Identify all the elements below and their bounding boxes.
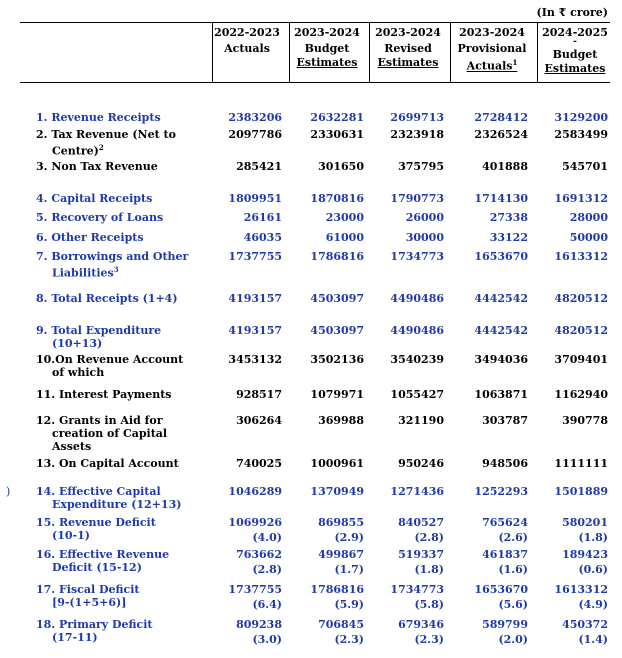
row-label: 12. Grants in Aid for creation of Capital Assets: [36, 414, 168, 453]
cell-value: 1613312: [554, 250, 608, 263]
header-top-rule: [20, 22, 610, 23]
cell-value: 369988: [318, 414, 364, 427]
cell-value: 1737755: [228, 583, 282, 596]
cell-value: 869855: [318, 516, 364, 529]
column-year: 2023-2024: [459, 26, 525, 39]
cell-value: 2699713: [390, 111, 444, 124]
row-label: 3. Non Tax Revenue: [36, 160, 158, 173]
cell-value: 26000: [405, 211, 444, 224]
cell-value: 1653670: [474, 250, 528, 263]
cell-value: 1055427: [390, 388, 444, 401]
cell-value: 375795: [398, 160, 444, 173]
cell-value: 840527: [398, 516, 444, 529]
cell-value: 461837: [482, 548, 528, 561]
cell-value: 30000: [405, 231, 444, 244]
cell-percent-gdp: (2.8): [414, 531, 444, 544]
cell-percent-gdp: (3.0): [252, 633, 282, 646]
row-label: 7. Borrowings and Other Liabilities$^3$: [36, 250, 189, 280]
cell-percent-gdp: (5.6): [498, 598, 528, 611]
cell-value: 1079971: [310, 388, 364, 401]
column-year: 2022-2023: [214, 26, 280, 39]
cell-value: 545701: [562, 160, 608, 173]
cell-value: 1613312: [554, 583, 608, 596]
cell-value: 1069926: [228, 516, 282, 529]
header-bottom-rule: [20, 82, 610, 83]
cell-value: 2583499: [554, 128, 608, 141]
cell-percent-gdp: (2.0): [498, 633, 528, 646]
column-header: [287, 26, 367, 70]
cell-value: 1786816: [310, 250, 364, 263]
cell-percent-gdp: (2.3): [414, 633, 444, 646]
row-label: 11. Interest Payments: [36, 388, 172, 401]
cell-percent-gdp: (6.4): [252, 598, 282, 611]
row-label: 4. Capital Receipts: [36, 192, 153, 205]
cell-value: 1063871: [474, 388, 528, 401]
cell-value: 1653670: [474, 583, 528, 596]
cell-percent-gdp: (2.8): [252, 563, 282, 576]
cell-value: 740025: [236, 457, 282, 470]
cell-value: 4193157: [228, 292, 282, 305]
column-year: 2024-2025: [542, 26, 608, 39]
cell-value: 3453132: [228, 353, 282, 366]
cell-value: 1501889: [554, 485, 608, 498]
cell-value: 706845: [318, 618, 364, 631]
cell-value: 390778: [562, 414, 608, 427]
cell-value: 1162940: [554, 388, 608, 401]
column-subtitle: Actuals: [224, 42, 270, 55]
cell-value: 27338: [489, 211, 528, 224]
cell-value: 1870816: [310, 192, 364, 205]
row-label: 10.On Revenue Account of which: [36, 353, 184, 379]
header-dash: -: [573, 37, 577, 47]
cell-value: 589799: [482, 618, 528, 631]
cell-value: 50000: [569, 231, 608, 244]
cell-value: 1046289: [228, 485, 282, 498]
cell-value: 809238: [236, 618, 282, 631]
cell-percent-gdp: (1.8): [414, 563, 444, 576]
cell-value: 321190: [398, 414, 444, 427]
cell-value: 1370949: [310, 485, 364, 498]
row-label: 13. On Capital Account: [36, 457, 179, 470]
column-year: 2023-2024: [294, 26, 360, 39]
column-header: [368, 26, 448, 70]
column-header: [452, 26, 532, 74]
column-subtitle: Revised Estimates: [377, 42, 439, 69]
column-subtitle: Budget Estimates: [544, 48, 606, 75]
cell-value: 306264: [236, 414, 282, 427]
cell-value: 3709401: [554, 353, 608, 366]
cell-value: 2326524: [474, 128, 528, 141]
cell-value: 1000961: [310, 457, 364, 470]
cell-value: 2097786: [228, 128, 282, 141]
cell-value: 4442542: [474, 292, 528, 305]
cell-value: 301650: [318, 160, 364, 173]
cell-value: 28000: [569, 211, 608, 224]
cell-percent-gdp: (0.6): [578, 563, 608, 576]
cell-value: 519337: [398, 548, 444, 561]
cell-value: 4490486: [390, 292, 444, 305]
cell-value: 4503097: [310, 292, 364, 305]
row-label: 14. Effective Capital Expenditure (12+13): [36, 485, 182, 511]
cell-value: 1714130: [474, 192, 528, 205]
row-label: 6. Other Receipts: [36, 231, 144, 244]
cell-value: 23000: [325, 211, 364, 224]
cell-value: 61000: [325, 231, 364, 244]
row-label: 1. Revenue Receipts: [36, 111, 161, 124]
cell-value: 4503097: [310, 324, 364, 337]
cell-value: 2383206: [228, 111, 282, 124]
cell-value: 1790773: [390, 192, 444, 205]
row-label: 16. Effective Revenue Deficit (15-12): [36, 548, 170, 574]
cell-value: 26161: [243, 211, 282, 224]
cell-value: 46035: [243, 231, 282, 244]
cell-percent-gdp: (1.6): [498, 563, 528, 576]
row-label: 5. Recovery of Loans: [36, 211, 164, 224]
cell-value: 580201: [562, 516, 608, 529]
cell-value: 928517: [236, 388, 282, 401]
cell-value: 33122: [489, 231, 528, 244]
row-label: 9. Total Expenditure (10+13): [36, 324, 162, 350]
margin-bullet-mark: ): [6, 485, 11, 498]
cell-value: 1734773: [390, 583, 444, 596]
column-subtitle: Budget Estimates: [296, 42, 358, 69]
cell-value: 1734773: [390, 250, 444, 263]
cell-value: 763662: [236, 548, 282, 561]
cell-percent-gdp: (4.9): [578, 598, 608, 611]
column-header: [207, 26, 287, 56]
cell-value: 499867: [318, 548, 364, 561]
cell-value: 2330631: [310, 128, 364, 141]
cell-value: 1252293: [474, 485, 528, 498]
cell-value: 1111111: [554, 457, 608, 470]
cell-value: 4193157: [228, 324, 282, 337]
cell-value: 401888: [482, 160, 528, 173]
column-header: [535, 26, 615, 76]
cell-percent-gdp: (4.0): [252, 531, 282, 544]
cell-value: 450372: [562, 618, 608, 631]
row-label: 15. Revenue Deficit (10-1): [36, 516, 156, 542]
cell-value: 303787: [482, 414, 528, 427]
header-column-separator: [450, 22, 451, 83]
cell-value: 4820512: [554, 292, 608, 305]
cell-value: 1737755: [228, 250, 282, 263]
row-label: 2. Tax Revenue (Net to Centre)$^2$: [36, 128, 176, 158]
cell-value: 1691312: [554, 192, 608, 205]
cell-value: 4490486: [390, 324, 444, 337]
cell-percent-gdp: (5.8): [414, 598, 444, 611]
cell-percent-gdp: (1.7): [334, 563, 364, 576]
cell-value: 3129200: [554, 111, 608, 124]
cell-value: 2632281: [310, 111, 364, 124]
cell-value: 285421: [236, 160, 282, 173]
column-subtitle: Provisional Actuals$^1$: [457, 42, 527, 73]
cell-percent-gdp: (2.9): [334, 531, 364, 544]
cell-value: 2323918: [390, 128, 444, 141]
row-label: 18. Primary Deficit (17-11): [36, 618, 153, 644]
cell-value: 3494036: [474, 353, 528, 366]
cell-value: 1786816: [310, 583, 364, 596]
cell-value: 948506: [482, 457, 528, 470]
cell-value: 4442542: [474, 324, 528, 337]
cell-value: 189423: [562, 548, 608, 561]
cell-value: 1809951: [228, 192, 282, 205]
cell-percent-gdp: (2.3): [334, 633, 364, 646]
cell-value: 765624: [482, 516, 528, 529]
cell-value: 2728412: [474, 111, 528, 124]
cell-value: 3502136: [310, 353, 364, 366]
row-label: 17. Fiscal Deficit [9-(1+5+6)]: [36, 583, 140, 609]
cell-percent-gdp: (1.4): [578, 633, 608, 646]
unit-note: (In ₹ crore): [536, 6, 608, 19]
cell-value: 950246: [398, 457, 444, 470]
cell-percent-gdp: (1.8): [578, 531, 608, 544]
column-year: 2023-2024: [375, 26, 441, 39]
cell-value: 4820512: [554, 324, 608, 337]
cell-percent-gdp: (5.9): [334, 598, 364, 611]
cell-value: 679346: [398, 618, 444, 631]
cell-value: 1271436: [390, 485, 444, 498]
row-label: 8. Total Receipts (1+4): [36, 292, 178, 305]
cell-value: 3540239: [390, 353, 444, 366]
cell-percent-gdp: (2.6): [498, 531, 528, 544]
